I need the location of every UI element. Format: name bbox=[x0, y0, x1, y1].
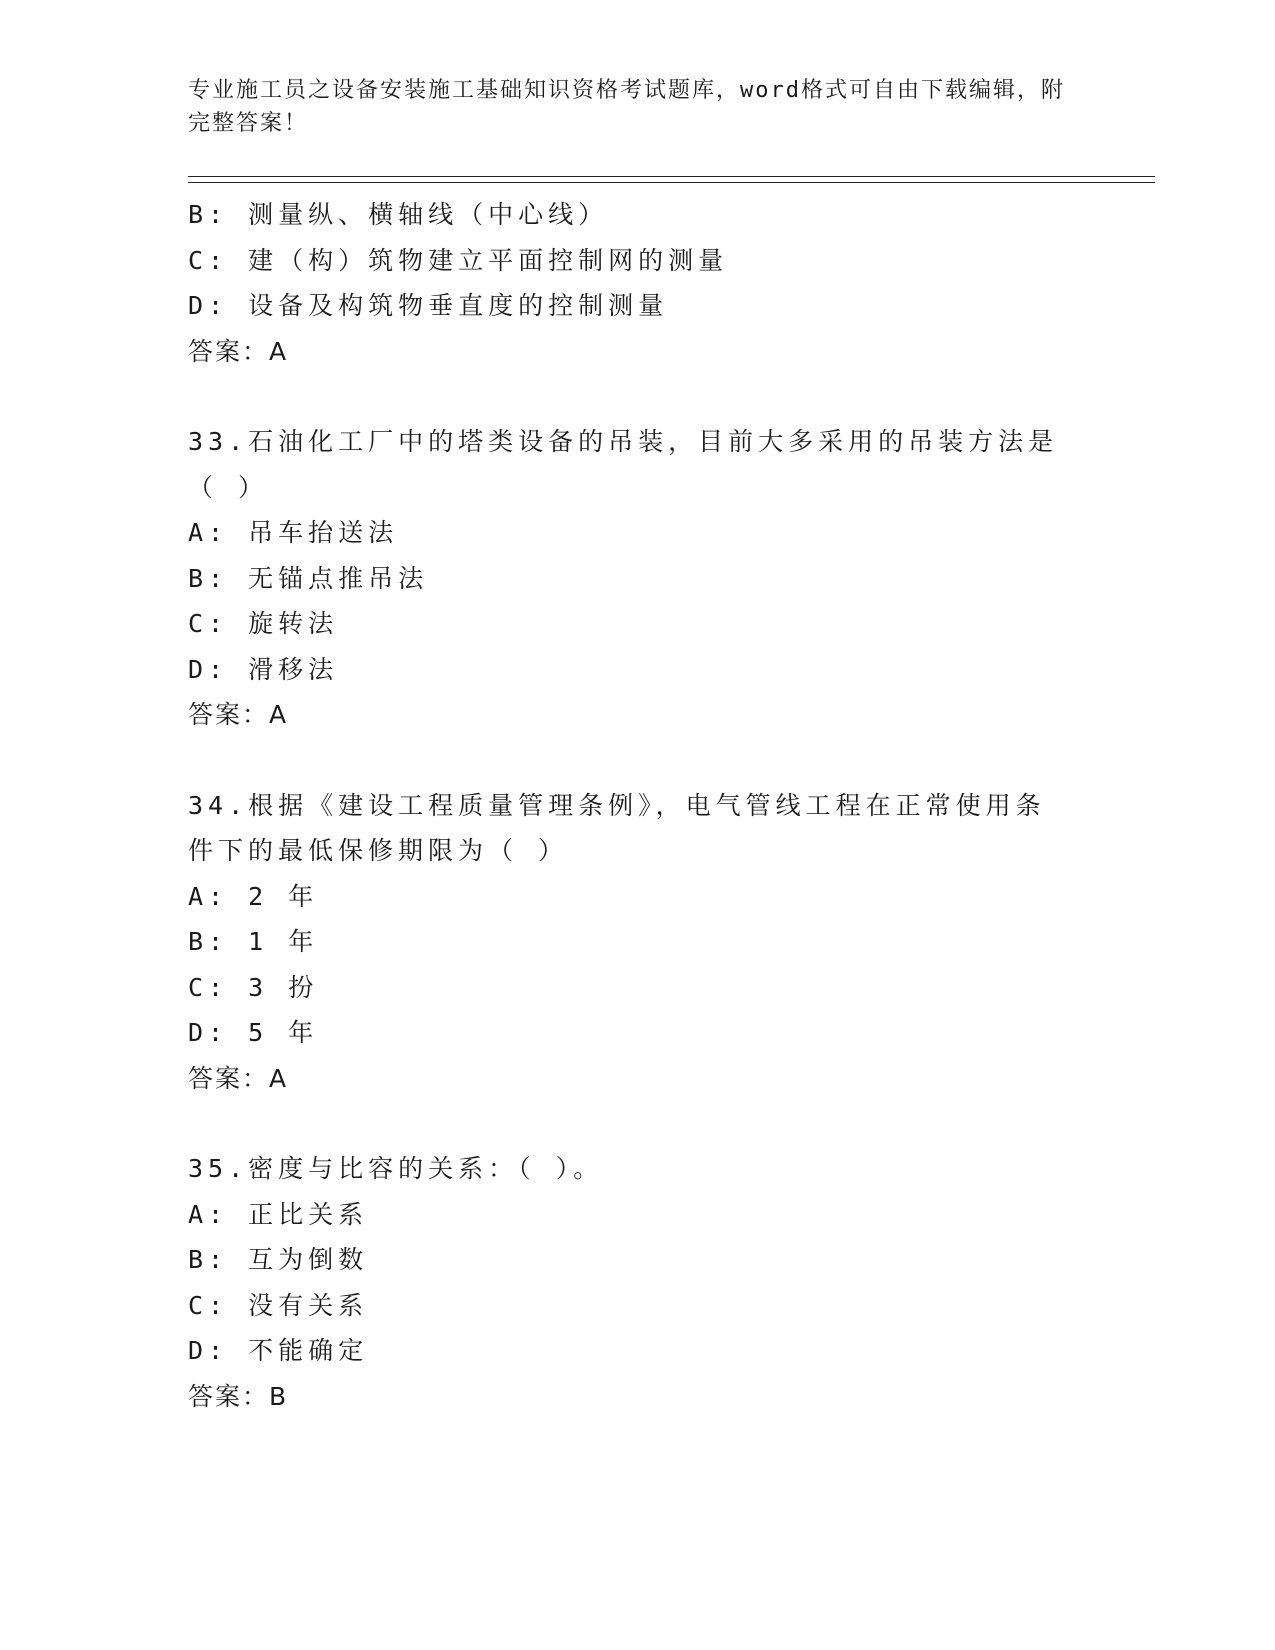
option-text: 测量纵、横轴线（中心线） bbox=[248, 200, 609, 229]
option-b bbox=[188, 1237, 1088, 1283]
option-text: 无锚点推吊法 bbox=[248, 563, 429, 593]
answer-line: 答案：A bbox=[188, 700, 289, 729]
option-d bbox=[188, 283, 1088, 329]
option-text: 互为倒数 bbox=[248, 1245, 369, 1274]
option-label: B: bbox=[188, 563, 229, 593]
option-a bbox=[188, 1192, 1088, 1238]
option-label: B: bbox=[188, 927, 229, 956]
spacer bbox=[188, 374, 1088, 419]
option-text: 1 年 bbox=[248, 927, 319, 956]
option-text: 旋转法 bbox=[248, 609, 339, 638]
question-list bbox=[188, 192, 1088, 1419]
option-c bbox=[188, 601, 1088, 647]
question-35 bbox=[188, 1146, 1088, 1419]
option-d bbox=[188, 1010, 1088, 1056]
spacer bbox=[188, 1101, 1088, 1146]
option-text: 设备及构筑物垂直度的控制测量 bbox=[248, 291, 669, 320]
option-label: C: bbox=[188, 1290, 229, 1320]
option-label: A: bbox=[188, 518, 229, 547]
option-b bbox=[188, 919, 1088, 965]
header-divider-top bbox=[188, 176, 1155, 177]
option-text: 2 年 bbox=[248, 881, 319, 911]
option-text: 3 扮 bbox=[248, 972, 319, 1002]
option-label: A: bbox=[188, 881, 229, 911]
spacer bbox=[188, 738, 1088, 783]
option-b bbox=[188, 192, 1088, 238]
option-label: C: bbox=[188, 245, 229, 275]
question-stem: 35.密度与比容的关系：（ ）。 bbox=[188, 1154, 604, 1183]
option-text: 没有关系 bbox=[248, 1290, 369, 1320]
header-divider-bottom bbox=[188, 182, 1155, 183]
option-text: 滑移法 bbox=[248, 654, 339, 684]
option-text: 吊车抬送法 bbox=[248, 518, 399, 547]
question-stem: 34.根据《建设工程质量管理条例》，电气管线工程在正常使用条件下的最低保修期限为（ ） bbox=[188, 790, 1046, 865]
header-text: 专业施工员之设备安装施工基础知识资格考试题库，word格式可自由下载编辑，附完整答案！ bbox=[188, 78, 1065, 136]
option-a bbox=[188, 510, 1088, 556]
option-text: 不能确定 bbox=[248, 1336, 369, 1365]
answer-line: 答案：B bbox=[188, 1381, 289, 1411]
document-header bbox=[188, 74, 1068, 140]
option-label: A: bbox=[188, 1199, 229, 1229]
option-label: C: bbox=[188, 609, 229, 638]
option-label: C: bbox=[188, 972, 229, 1002]
option-label: B: bbox=[188, 1245, 229, 1274]
option-text: 正比关系 bbox=[248, 1199, 369, 1229]
question-stem: 33.石油化工厂中的塔类设备的吊装，目前大多采用的吊装方法是（ ） bbox=[188, 427, 1059, 502]
option-label: D: bbox=[188, 1336, 229, 1365]
answer-line: 答案：A bbox=[188, 336, 289, 366]
option-b bbox=[188, 556, 1088, 602]
question-34 bbox=[188, 783, 1088, 1102]
answer-line: 答案：A bbox=[188, 1063, 289, 1093]
option-label: D: bbox=[188, 654, 229, 684]
option-label: D: bbox=[188, 291, 229, 320]
option-c bbox=[188, 965, 1088, 1011]
option-c bbox=[188, 238, 1088, 284]
option-c bbox=[188, 1283, 1088, 1329]
option-d bbox=[188, 647, 1088, 693]
option-d bbox=[188, 1328, 1088, 1374]
option-a bbox=[188, 874, 1088, 920]
previous-question-block bbox=[188, 192, 1088, 374]
question-33 bbox=[188, 419, 1088, 738]
option-label: B: bbox=[188, 200, 229, 229]
option-label: D: bbox=[188, 1018, 229, 1047]
option-text: 建（构）筑物建立平面控制网的测量 bbox=[248, 245, 729, 275]
option-text: 5 年 bbox=[248, 1018, 319, 1047]
